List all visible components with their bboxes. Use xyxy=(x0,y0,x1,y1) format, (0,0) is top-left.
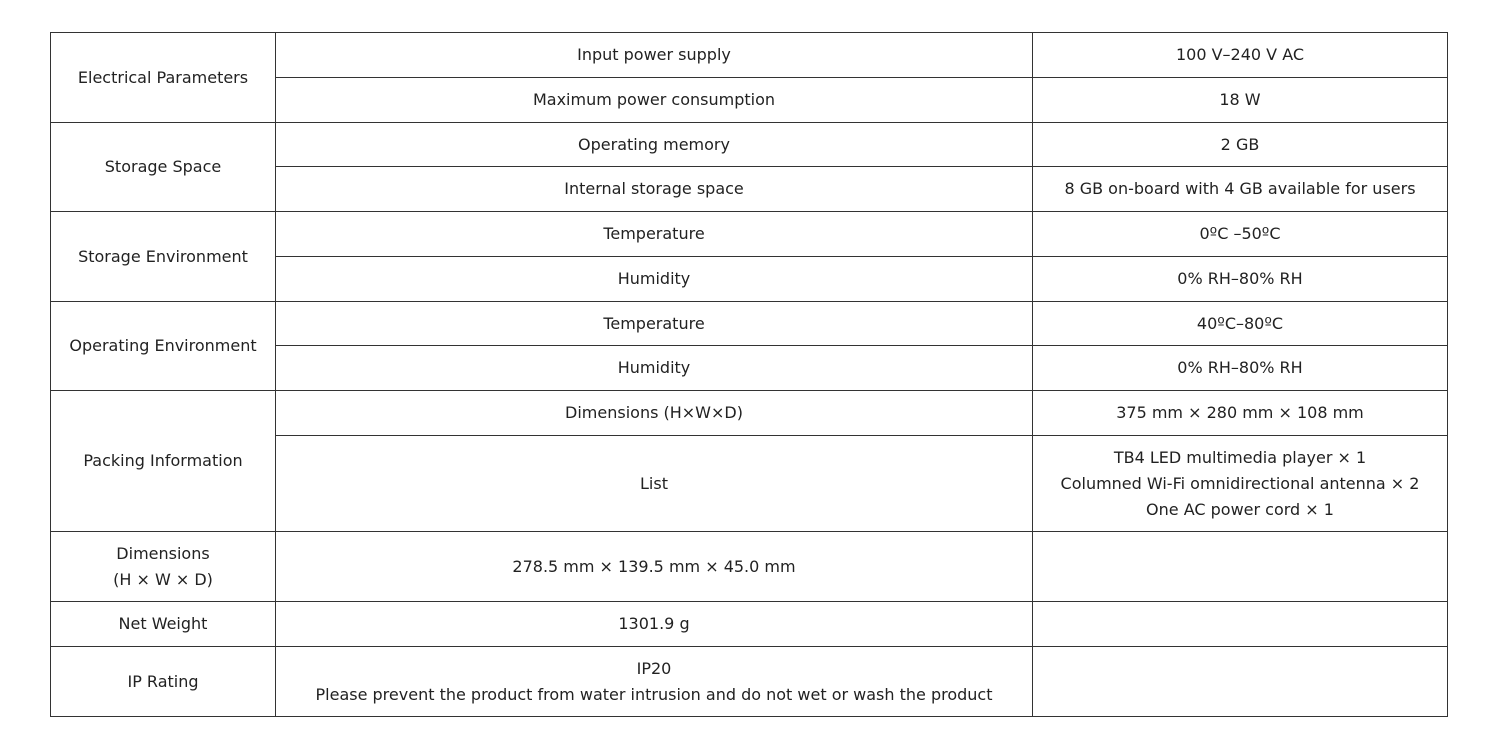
value-net-weight: 1301.9 g xyxy=(276,602,1033,647)
table-row xyxy=(51,123,1448,167)
param-packing-dimensions: Dimensions (H×W×D) xyxy=(276,391,1033,436)
value-storage-humidity: 0% RH–80% RH xyxy=(1033,257,1448,302)
param-operating-temperature: Temperature xyxy=(276,302,1033,346)
table-row xyxy=(51,302,1448,346)
ip-rating-note: Please prevent the product from water intrusion and do not wet or wash the product xyxy=(315,684,993,704)
category-dimensions-line2: (H × W × D) xyxy=(113,569,213,589)
category-storage-environment: Storage Environment xyxy=(51,212,276,302)
param-max-power: Maximum power consumption xyxy=(276,78,1033,123)
param-internal-storage: Internal storage space xyxy=(276,167,1033,212)
value-packing-list xyxy=(1033,436,1448,532)
value-operating-temperature: 40ºC–80ºC xyxy=(1033,302,1448,346)
table-row xyxy=(51,212,1448,257)
value-storage-temperature: 0ºC –50ºC xyxy=(1033,212,1448,257)
value-packing-dimensions: 375 mm × 280 mm × 108 mm xyxy=(1033,391,1448,436)
category-storage-space: Storage Space xyxy=(51,123,276,212)
value-operating-memory: 2 GB xyxy=(1033,123,1448,167)
category-packing-information: Packing Information xyxy=(51,391,276,532)
param-operating-memory: Operating memory xyxy=(276,123,1033,167)
table-row xyxy=(51,33,1448,78)
category-dimensions xyxy=(51,532,276,602)
value-internal-storage: 8 GB on-board with 4 GB available for users xyxy=(1033,167,1448,212)
param-packing-list: List xyxy=(276,436,1033,532)
param-storage-humidity: Humidity xyxy=(276,257,1033,302)
category-ip-rating: IP Rating xyxy=(51,647,276,717)
empty-cell xyxy=(1033,602,1448,647)
table-row xyxy=(51,532,1448,602)
category-dimensions-line1: Dimensions xyxy=(116,543,210,563)
spec-table xyxy=(50,32,1448,717)
table-row xyxy=(51,647,1448,717)
list-item: Columned Wi-Fi omnidirectional antenna × 2 xyxy=(1060,473,1420,493)
value-max-power: 18 W xyxy=(1033,78,1448,123)
value-ip-rating xyxy=(276,647,1033,717)
value-input-power: 100 V–240 V AC xyxy=(1033,33,1448,78)
ip-rating-code: IP20 xyxy=(636,658,672,678)
empty-cell xyxy=(1033,532,1448,602)
param-input-power: Input power supply xyxy=(276,33,1033,78)
category-operating-environment: Operating Environment xyxy=(51,302,276,391)
value-operating-humidity: 0% RH–80% RH xyxy=(1033,346,1448,391)
table-row xyxy=(51,602,1448,647)
category-electrical: Electrical Parameters xyxy=(51,33,276,123)
param-storage-temperature: Temperature xyxy=(276,212,1033,257)
table-row xyxy=(51,391,1448,436)
value-dimensions: 278.5 mm × 139.5 mm × 45.0 mm xyxy=(276,532,1033,602)
param-operating-humidity: Humidity xyxy=(276,346,1033,391)
empty-cell xyxy=(1033,647,1448,717)
list-item: One AC power cord × 1 xyxy=(1146,499,1334,519)
category-net-weight: Net Weight xyxy=(51,602,276,647)
list-item: TB4 LED multimedia player × 1 xyxy=(1113,447,1367,467)
